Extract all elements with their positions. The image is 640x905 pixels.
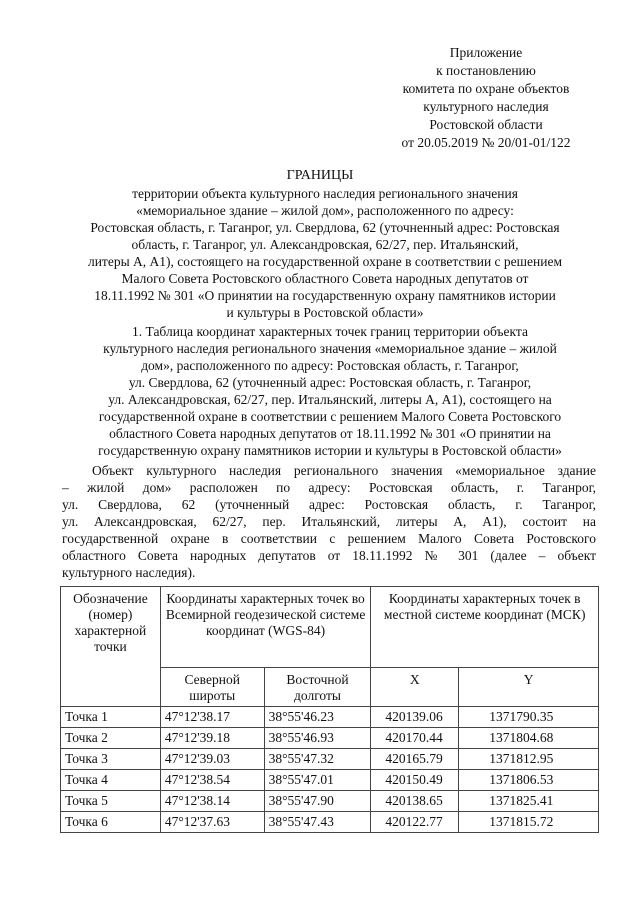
point-x: 420165.79 <box>371 749 459 770</box>
paragraph-line: – жилой дом» расположен по адресу: Ростовская область, г. Таганрог, <box>62 480 596 495</box>
point-longitude: 38°55'46.93 <box>264 728 371 749</box>
appendix-line: культурного наследия <box>423 99 549 114</box>
subtitle-line: 18.11.1992 № 301 «О принятии на государственную охрану памятников истории <box>94 288 556 303</box>
appendix-block <box>370 44 602 152</box>
section-heading <box>40 323 620 459</box>
section-line: 1. Таблица координат характерных точек границ территории объекта <box>132 324 528 339</box>
point-y: 1371804.68 <box>459 728 599 749</box>
subtitle-line: «мемориальное здание – жилой дом», расположенного по адресу: <box>136 203 514 218</box>
point-y: 1371812.95 <box>459 749 599 770</box>
header-y: Y <box>459 668 599 707</box>
point-latitude: 47°12'38.14 <box>160 791 264 812</box>
point-name: Точка 1 <box>61 707 161 728</box>
section-line: ул. Александровская, 62/27, пер. Итальянский, литеры А, А1), состоящего на <box>108 392 552 407</box>
point-x: 420170.44 <box>371 728 459 749</box>
table-row <box>61 749 599 770</box>
coordinates-table <box>60 586 599 833</box>
header-longitude: Восточной долготы <box>264 668 371 707</box>
section-line: областного Совета народных депутатов от 18.11.1992 № 301 «О принятии на <box>109 426 551 441</box>
paragraph-line: государственной охране в соответствии с решением Малого Совета Ростовского <box>62 531 596 546</box>
appendix-line: комитета по охране объектов <box>402 81 570 96</box>
header-wgs: Координаты характерных точек во Всемирной геодезической системе координат (WGS-84) <box>160 587 371 668</box>
point-name: Точка 4 <box>61 770 161 791</box>
point-y: 1371806.53 <box>459 770 599 791</box>
appendix-line: к постановлению <box>436 63 536 78</box>
appendix-line: Приложение <box>449 45 523 60</box>
section-line: государственной охране в соответствии с решением Малого Совета Ростовского <box>98 409 562 424</box>
point-x: 420138.65 <box>371 791 459 812</box>
point-y: 1371815.72 <box>459 812 599 833</box>
subtitle-line: и культуры в Ростовской области» <box>226 305 424 320</box>
paragraph-line: ул. Свердлова, 62 (уточненный адрес: Ростовская область, г. Таганрог, <box>62 497 596 512</box>
header-x: X <box>371 668 459 707</box>
point-longitude: 38°55'47.01 <box>264 770 371 791</box>
header-msk: Координаты характерных точек в местной системе координат (МСК) <box>371 587 599 668</box>
table-row <box>61 812 599 833</box>
subtitle-line: территории объекта культурного наследия регионального значения <box>132 186 518 201</box>
appendix-line: от 20.05.2019 № 20/01-01/122 <box>401 135 571 150</box>
point-latitude: 47°12'39.18 <box>160 728 264 749</box>
subtitle-line: литеры А, А1), состоящего на государственной охране в соответствии с решением <box>87 254 563 269</box>
paragraph-line: Объект культурного наследия регионального значения «мемориальное здание <box>92 463 596 478</box>
section-line: государственную охрану памятников истории и культуры в Ростовской области» <box>98 443 562 458</box>
section-line: ул. Свердлова, 62 (уточненный адрес: Ростовская область, г. Таганрог, <box>128 375 532 390</box>
paragraph-line: ул. Александровская, 62/27, пер. Итальянский, литеры А, А1), состоит на <box>62 514 596 529</box>
point-name: Точка 3 <box>61 749 161 770</box>
subtitle-line: Малого Совета Ростовского областного Совета народных депутатов от <box>121 271 529 286</box>
point-latitude: 47°12'37.63 <box>160 812 264 833</box>
section-line: дом», расположенного по адресу: Ростовская область, г. Таганрог, <box>141 358 519 373</box>
point-latitude: 47°12'39.03 <box>160 749 264 770</box>
point-x: 420139.06 <box>371 707 459 728</box>
table-row <box>61 791 599 812</box>
section-line: культурного наследия регионального значения «мемориальное здание – жилой <box>103 341 557 356</box>
point-latitude: 47°12'38.17 <box>160 707 264 728</box>
document-title: ГРАНИЦЫ <box>286 168 354 183</box>
point-longitude: 38°55'47.43 <box>264 812 371 833</box>
header-designation: Обозначение (номер) характерной точки <box>61 587 161 707</box>
subtitle-line: область, г. Таганрог, ул. Александровская, 62/27, пер. Итальянский, <box>131 237 519 252</box>
point-name: Точка 2 <box>61 728 161 749</box>
document-subtitle <box>40 185 610 321</box>
point-y: 1371790.35 <box>459 707 599 728</box>
point-latitude: 47°12'38.54 <box>160 770 264 791</box>
point-longitude: 38°55'46.23 <box>264 707 371 728</box>
point-y: 1371825.41 <box>459 791 599 812</box>
table-row <box>61 728 599 749</box>
point-x: 420122.77 <box>371 812 459 833</box>
table-row <box>61 707 599 728</box>
table-row <box>61 770 599 791</box>
point-name: Точка 6 <box>61 812 161 833</box>
header-latitude: Северной широты <box>160 668 264 707</box>
object-description <box>62 462 596 581</box>
subtitle-line: Ростовская область, г. Таганрог, ул. Свердлова, 62 (уточненный адрес: Ростовская <box>90 220 560 235</box>
paragraph-line: областного Совета народных депутатов от 18.11.1992 № 301 (далее – объект <box>62 548 596 563</box>
point-longitude: 38°55'47.32 <box>264 749 371 770</box>
paragraph-line: культурного наследия). <box>62 565 196 580</box>
point-name: Точка 5 <box>61 791 161 812</box>
point-x: 420150.49 <box>371 770 459 791</box>
point-longitude: 38°55'47.90 <box>264 791 371 812</box>
appendix-line: Ростовской области <box>429 117 543 132</box>
